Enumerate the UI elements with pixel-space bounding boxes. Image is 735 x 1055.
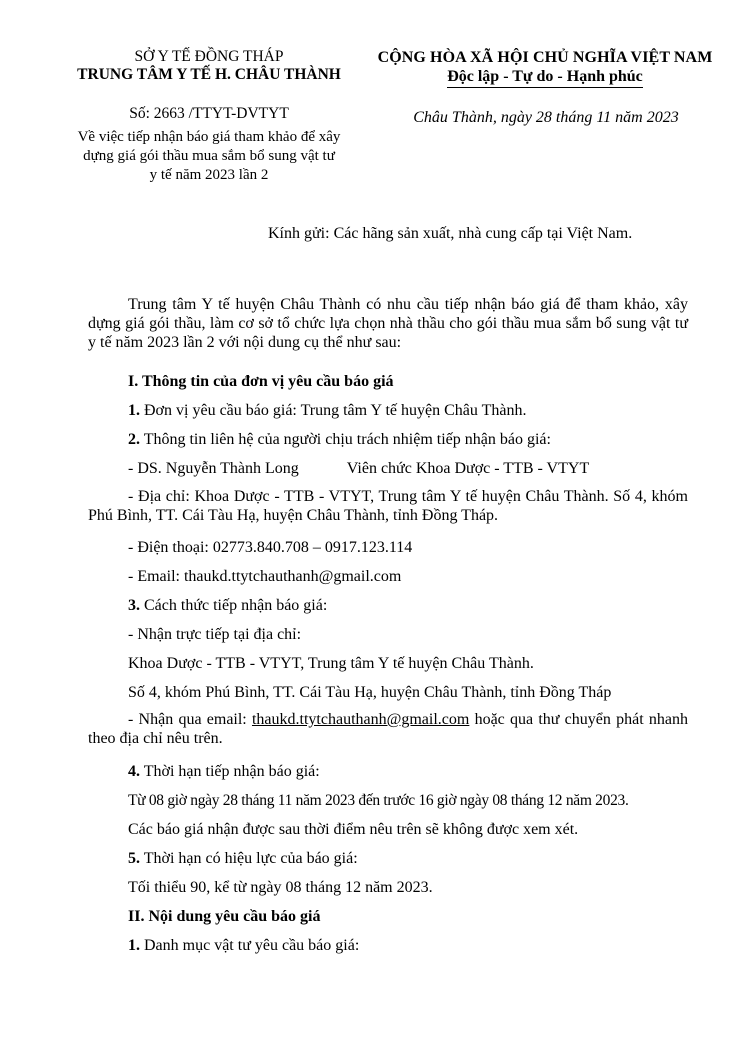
email-delivery-suffix: hoặc qua thư chuyển phát nhanh theo địa chỉ nêu trên. — [88, 711, 688, 747]
subject-line: dựng giá gói thầu mua sắm bổ sung vật tư — [83, 148, 335, 164]
section-1-item-3 — [128, 596, 327, 616]
section-1-item-5 — [128, 849, 358, 869]
contact-phone: - Điện thoại: 02773.840.708 – 0917.123.114 — [128, 539, 413, 556]
item-number: 1. — [128, 402, 140, 419]
recipient-line: Kính gửi: Các hãng sản xuất, nhà cung cấp tại Việt Nam. — [268, 225, 633, 242]
section-2-title: II. Nội dung yêu cầu báo giá — [128, 908, 321, 925]
intro-paragraph: Trung tâm Y tế huyện Châu Thành có nhu cầu tiếp nhận báo giá để tham khảo, xây dựng giá gói thầu, làm cơ sở tổ chức lựa chọn nhà thầu cho gói thầu mua sắm bổ sung vật tư y tế năm 2023 lần 2 với nội dung cụ thể như sau: — [88, 296, 688, 351]
national-header — [360, 48, 730, 88]
section-1-item-4 — [128, 762, 320, 782]
section-1-item-1 — [128, 401, 526, 421]
contact-name: - DS. Nguyễn Thành Long — [128, 460, 299, 477]
item-text: Đơn vị yêu cầu báo giá: Trung tâm Y tế huyện Châu Thành. — [140, 402, 527, 419]
email-delivery-prefix: - Nhận qua email: — [128, 711, 252, 728]
section-2-item-1 — [128, 936, 359, 956]
item-text: Thông tin liên hệ của người chịu trách nhiệm tiếp nhận báo giá: — [140, 431, 551, 448]
item-text: Danh mục vật tư yêu cầu báo giá: — [140, 937, 360, 954]
issuer-header — [50, 48, 368, 84]
direct-address-line-1: Khoa Dược - TTB - VTYT, Trung tâm Y tế huyện Châu Thành. — [128, 655, 534, 672]
contact-address: - Địa chỉ: Khoa Dược - TTB - VTYT, Trung tâm Y tế huyện Châu Thành. Số 4, khóm Phú Bình, TT. Cái Tàu Hạ, huyện Châu Thành, tỉnh Đồng Tháp. — [88, 488, 688, 524]
contact-email: - Email: thaukd.ttytchauthanh@gmail.com — [128, 568, 402, 585]
email-delivery — [88, 710, 688, 748]
item-text: Thời hạn tiếp nhận báo giá: — [140, 763, 320, 780]
nation-title: CỘNG HÒA XÃ HỘI CHỦ NGHĨA VIỆT NAM — [377, 49, 713, 66]
national-motto: Độc lập - Tự do - Hạnh phúc — [447, 68, 643, 88]
document-number: Số: 2663 /TTYT-DVTYT — [129, 105, 289, 122]
section-1-title: I. Thông tin của đơn vị yêu cầu báo giá — [128, 373, 394, 390]
document-subject — [50, 128, 368, 185]
place-date: Châu Thành, ngày 28 tháng 11 năm 2023 — [413, 109, 679, 126]
item-number: 5. — [128, 850, 140, 867]
contact-role: Viên chức Khoa Dược - TTB - VTYT — [346, 460, 590, 477]
subject-line: y tế năm 2023 lần 2 — [149, 167, 269, 183]
email-link[interactable]: thaukd.ttytchauthanh@gmail.com — [251, 711, 470, 728]
contact-person — [128, 459, 589, 479]
center-name: TRUNG TÂM Y TẾ H. CHÂU THÀNH — [77, 66, 341, 83]
item-number: 2. — [128, 431, 140, 448]
subject-line: Về việc tiếp nhận báo giá tham khảo để xây — [77, 129, 341, 145]
late-quote-note: Các báo giá nhận được sau thời điểm nêu trên sẽ không được xem xét. — [128, 821, 579, 838]
section-1-item-2 — [128, 430, 551, 450]
item-number: 3. — [128, 597, 140, 614]
item-text: Thời hạn có hiệu lực của báo giá: — [140, 850, 358, 867]
direct-address-line-2: Số 4, khóm Phú Bình, TT. Cái Tàu Hạ, huyện Châu Thành, tỉnh Đồng Tháp — [128, 684, 612, 701]
validity-period: Tối thiểu 90, kể từ ngày 08 tháng 12 năm 2023. — [128, 879, 433, 896]
item-text: Cách thức tiếp nhận báo giá: — [140, 597, 328, 614]
receipt-period: Từ 08 giờ ngày 28 tháng 11 năm 2023 đến trước 16 giờ ngày 08 tháng 12 năm 2023. — [128, 792, 629, 809]
department-name: SỞ Y TẾ ĐỒNG THÁP — [134, 48, 284, 65]
item-number: 1. — [128, 937, 140, 954]
direct-delivery: - Nhận trực tiếp tại địa chỉ: — [128, 626, 302, 643]
item-number: 4. — [128, 763, 140, 780]
